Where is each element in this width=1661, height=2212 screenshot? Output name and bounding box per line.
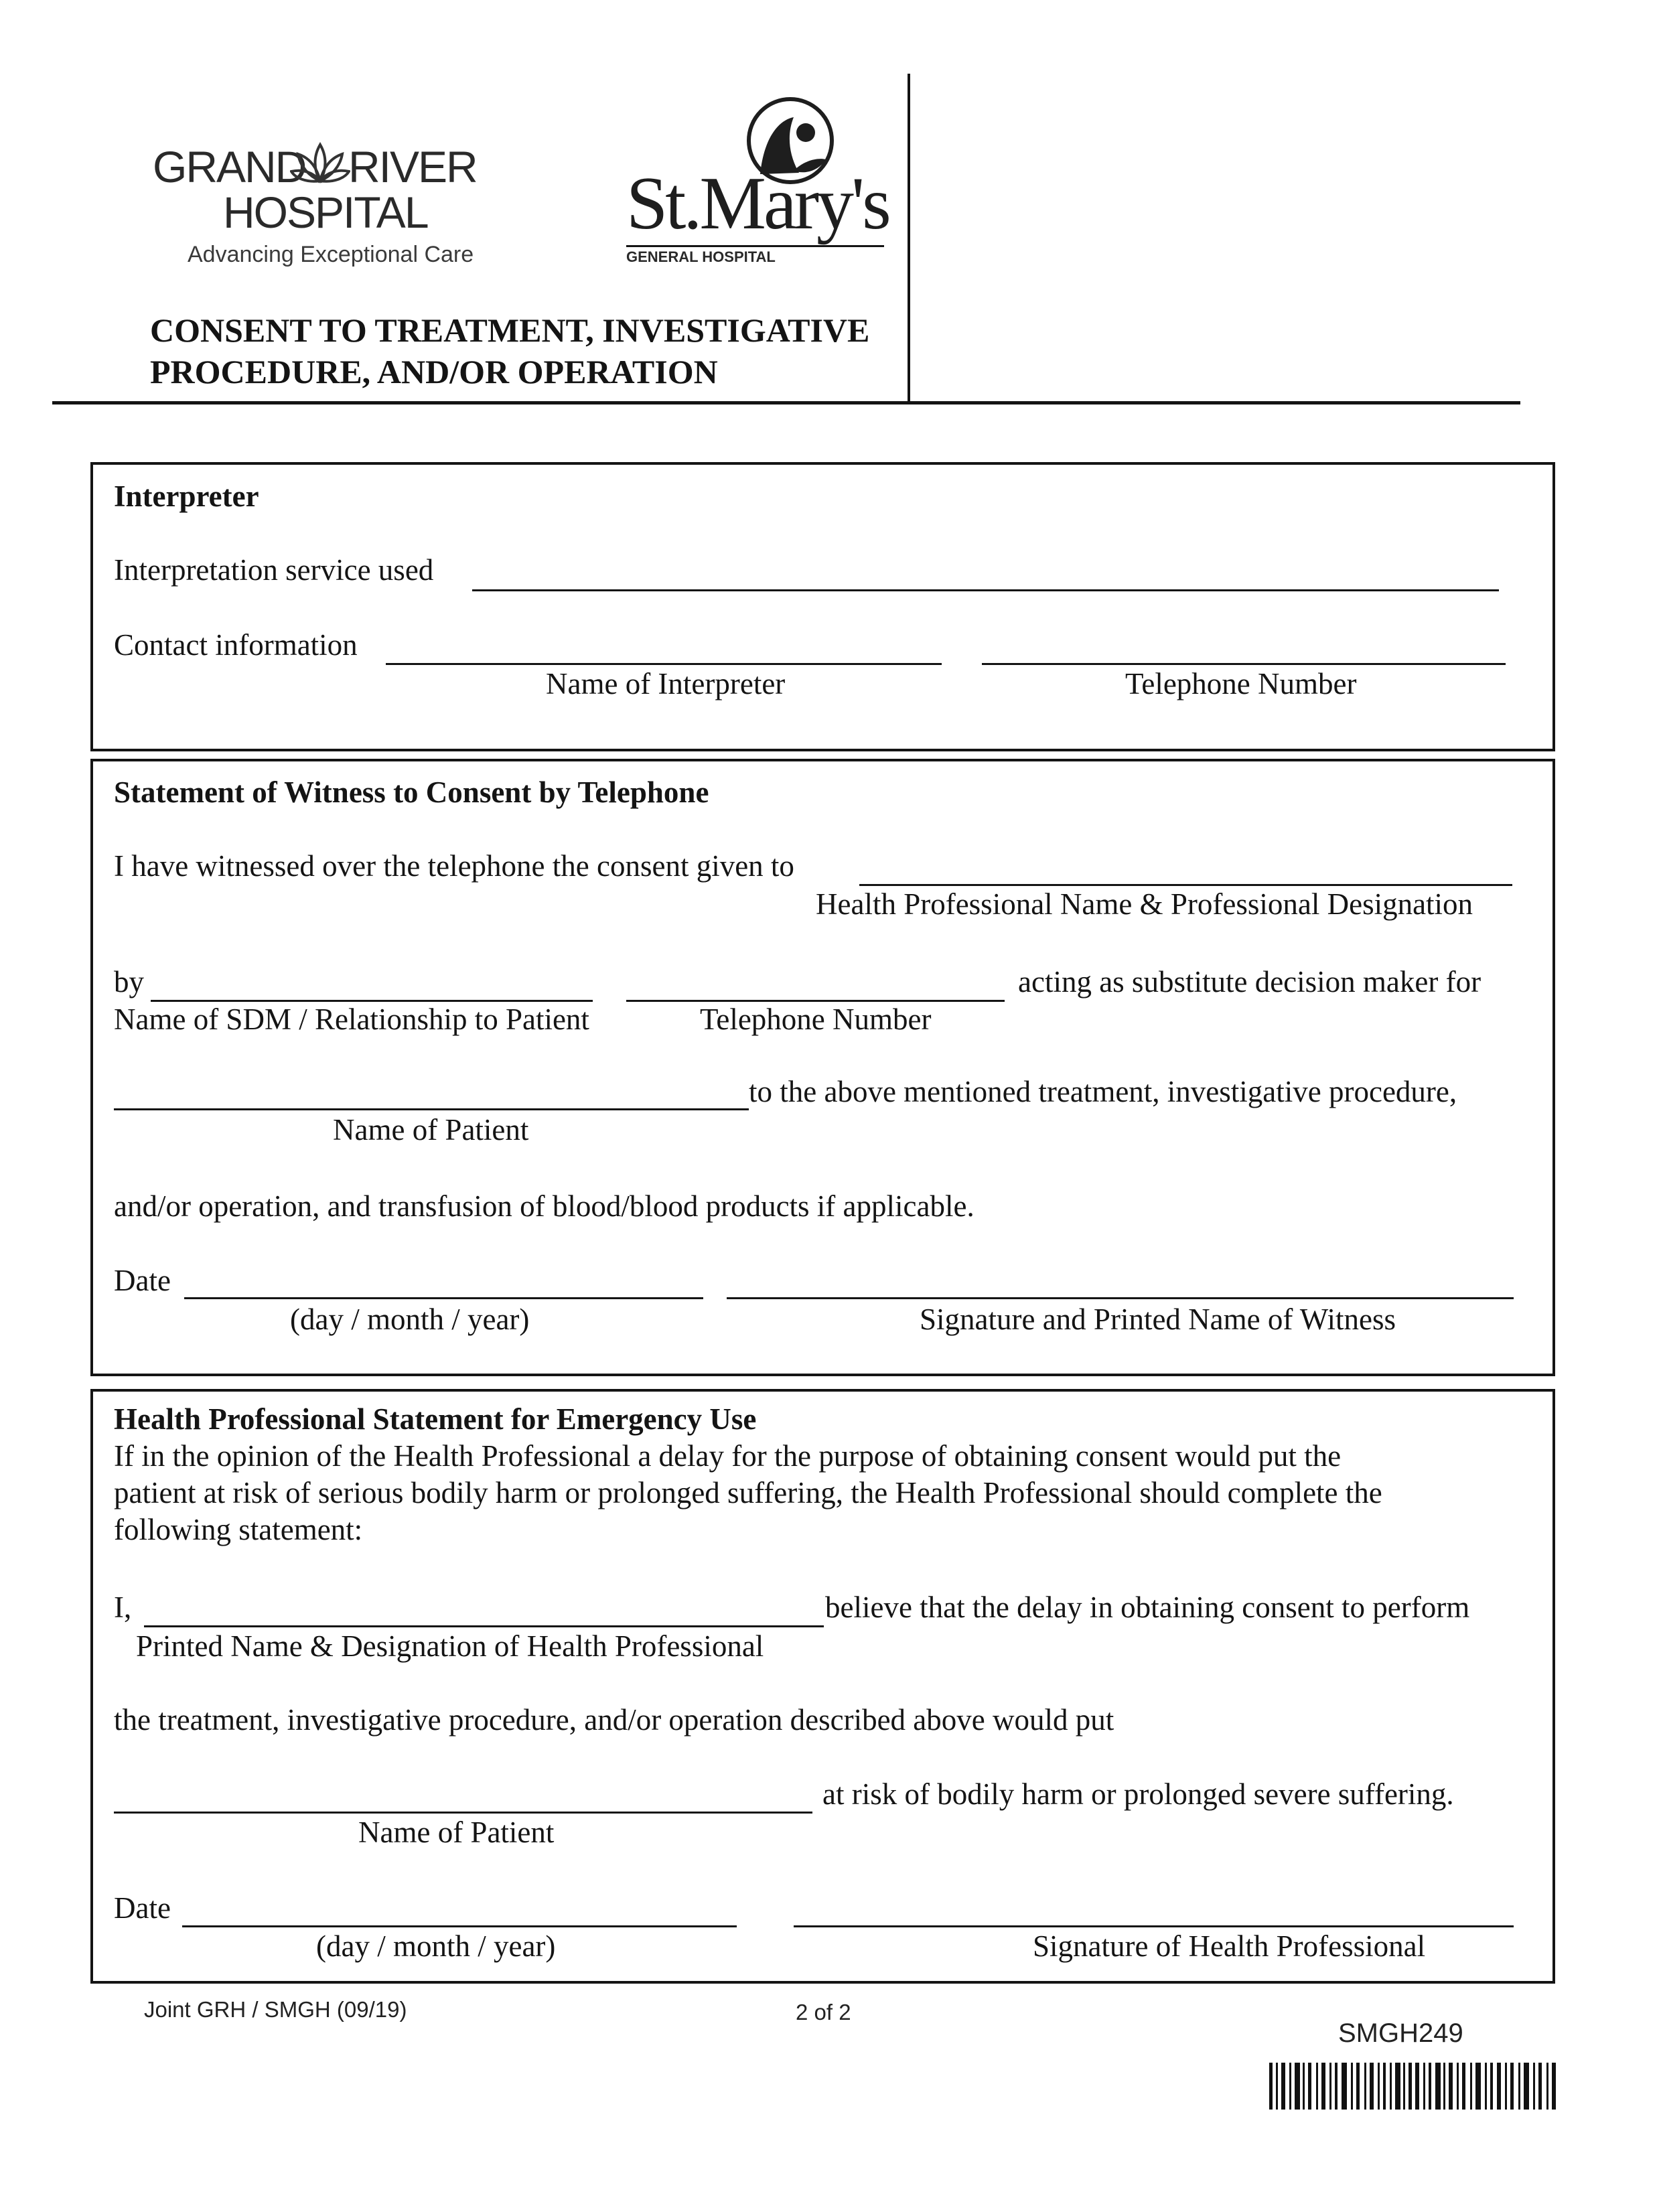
form-code: SMGH249 (1338, 2018, 1463, 2048)
emergency-date-field[interactable] (182, 1925, 737, 1927)
health-professional-signature-caption: Signature of Health Professional (1033, 1929, 1426, 1963)
grh-logo-text-river: RIVER (348, 142, 477, 192)
witness-date-caption: (day / month / year) (290, 1303, 530, 1336)
smgh-logo (626, 94, 894, 268)
interpretation-service-label: Interpretation service used (114, 553, 434, 587)
witness-heading: Statement of Witness to Consent by Telephone (114, 776, 709, 809)
health-professional-signature-field[interactable] (794, 1925, 1514, 1927)
believe-text: believe that the delay in obtaining consent to perform (825, 1591, 1470, 1624)
header-vertical-rule (908, 74, 910, 402)
health-professional-name-caption: Printed Name & Designation of Health Professional (136, 1629, 764, 1663)
witness-statement-line1: I have witnessed over the telephone the consent given to (114, 849, 794, 883)
i-label: I, (114, 1591, 132, 1624)
sdm-acting-text: acting as substitute decision maker for (1018, 965, 1482, 999)
health-professional-name-field[interactable] (144, 1625, 824, 1627)
emergency-paragraph-line2: patient at risk of serious bodily harm or prolonged suffering, the Health Professional should complete the (114, 1476, 1382, 1509)
witness-signature-field[interactable] (727, 1297, 1514, 1299)
grh-logo-tagline: Advancing Exceptional Care (188, 242, 474, 267)
smgh-logo-sub: GENERAL HOSPITAL (626, 248, 776, 265)
contact-information-label: Contact information (114, 628, 358, 662)
page-number: 2 of 2 (796, 2000, 851, 2024)
smgh-logo-name: St.Mary's (626, 162, 889, 245)
sdm-phone-caption: Telephone Number (700, 1003, 932, 1036)
page-title-line1: CONSENT TO TREATMENT, INVESTIGATIVE (150, 311, 870, 349)
smgh-logo-rule (626, 245, 884, 247)
witness-date-field[interactable] (184, 1297, 703, 1299)
witness-statement-line4: and/or operation, and transfusion of blood/blood products if applicable. (114, 1189, 974, 1223)
health-professional-field[interactable] (859, 884, 1512, 886)
grh-logo (153, 139, 501, 273)
grh-logo-text-hospital: HOSPITAL (223, 188, 428, 237)
lotus-icon (290, 139, 350, 186)
footer-form-info: Joint GRH / SMGH (09/19) (144, 1997, 407, 2022)
witness-signature-caption: Signature and Printed Name of Witness (920, 1303, 1396, 1336)
witness-patient-text: to the above mentioned treatment, investigative procedure, (749, 1075, 1457, 1108)
emergency-date-label: Date (114, 1891, 171, 1925)
by-label: by (114, 965, 144, 999)
interpreter-name-caption: Name of Interpreter (546, 667, 786, 701)
health-professional-caption: Health Professional Name & Professional Designation (816, 887, 1473, 921)
sdm-name-caption: Name of SDM / Relationship to Patient (114, 1003, 589, 1036)
interpreter-heading: Interpreter (114, 480, 259, 513)
witness-date-label: Date (114, 1264, 171, 1297)
emergency-patient-name-field[interactable] (114, 1812, 812, 1814)
witness-patient-name-field[interactable] (114, 1108, 749, 1110)
witness-patient-caption: Name of Patient (333, 1113, 529, 1147)
interpreter-phone-field[interactable] (982, 663, 1506, 665)
interpreter-name-field[interactable] (386, 663, 942, 665)
emergency-patient-caption: Name of Patient (358, 1816, 555, 1849)
barcode (1269, 2063, 1557, 2110)
emergency-date-caption: (day / month / year) (316, 1929, 556, 1963)
interpreter-phone-caption: Telephone Number (1125, 667, 1357, 701)
grh-logo-text-grand: GRAND (153, 142, 306, 192)
treatment-statement: the treatment, investigative procedure, and/or operation described above would put (114, 1703, 1114, 1737)
emergency-paragraph-line3: following statement: (114, 1513, 363, 1546)
emergency-paragraph-line1: If in the opinion of the Health Professional a delay for the purpose of obtaining consent would put the (114, 1439, 1342, 1473)
emergency-heading: Health Professional Statement for Emergency Use (114, 1402, 757, 1436)
interpretation-service-field[interactable] (472, 589, 1499, 591)
page-title-line2: PROCEDURE, AND/OR OPERATION (150, 353, 718, 390)
interpreter-section (90, 462, 1555, 751)
header-horizontal-rule (52, 401, 1520, 404)
risk-text: at risk of bodily harm or prolonged severe suffering. (822, 1777, 1454, 1811)
